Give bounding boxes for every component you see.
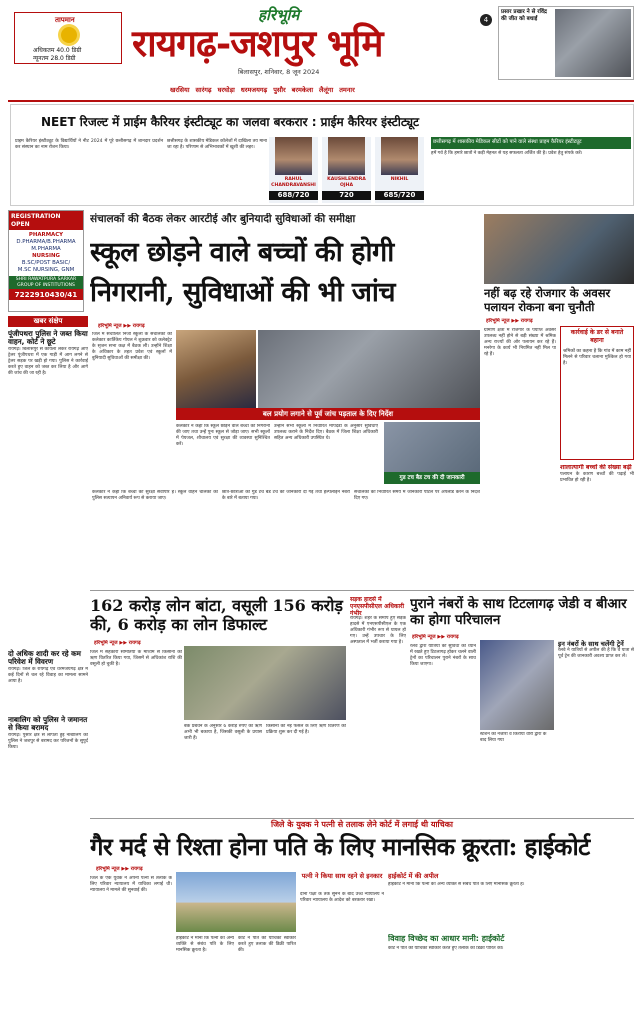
- school-lower-col-3: संचालकों को निर्धारित समय में जानकारी पोर्टल पर अपलोड करने के निर्देश दिए गए।: [354, 490, 480, 502]
- migration-headline: नहीं बढ़ रहे रोजगार के अवसर पलायन रोकना बना चुनौती: [484, 286, 611, 314]
- loan-byline: हरिभूमि न्यूज ▶▶ रायगढ़: [94, 640, 141, 646]
- neet-ad: [10, 104, 634, 206]
- loan-col-2: बैंक प्रबंधन के अनुसार 6 करोड़ रुपए का ऋण अभी भी बकाया है, जिसकी वसूली के प्रयास जारी हैं।: [184, 724, 262, 742]
- reg-line: M.PHARMA: [31, 246, 61, 252]
- school-photo-3: [384, 422, 480, 472]
- section-link-2[interactable]: घरघोड़ा: [217, 86, 235, 94]
- school-byline: हरिभूमि न्यूज ▶▶ रायगढ़: [98, 323, 145, 329]
- reg-title: REGISTRATION OPEN: [9, 211, 83, 230]
- reg-line: B.SC/POST BASIC/: [21, 260, 71, 266]
- migration-side2-body: पलायन के कारण बच्चों की पढ़ाई भी प्रभावित हो रही है।: [560, 471, 634, 483]
- court-photo: [176, 872, 296, 932]
- student-score: 685/720: [375, 191, 424, 200]
- dateline: बिलासपुर, शनिवार, 8 जून 2024: [238, 68, 320, 76]
- min-temp: न्यूनतम 28.0 डिग्री: [33, 55, 76, 62]
- page-number: 4: [480, 14, 492, 26]
- court-kicker: जिले के युवक ने पत्नी से तलाक लेने कोर्ट में लगाई थी याचिका: [271, 820, 453, 829]
- train-side-body: रेलवे ने यात्रियों से अपील की है कि वे यात्रा से पूर्व ट्रेन की जानकारी अवश्य प्राप्त कर लें।: [558, 648, 634, 660]
- student-photo: [381, 137, 418, 175]
- section-links-bar: [170, 86, 490, 96]
- road-body: रायगढ़। शहर के समीप हुए सड़क हादसे में एनएसपीसीएल के एक अधिकारी गंभीर रूप से घायल हो गए। उन्हें उपचार के लिए अस्पताल में भर्ती कराया गया है।: [350, 616, 406, 646]
- migration-side-body: श्रमिकों का कहना है कि गांव में काम नहीं मिलने से परिवार चलाना मुश्किल हो गया है।: [563, 348, 631, 366]
- reg-org: SHRI RAWATPURA SARKAR GROUP OF INSTITUTIONS: [9, 276, 83, 289]
- top-rule: [8, 100, 634, 102]
- migration-side2-title: शालात्यागी बच्चों की संख्या बढ़ी: [560, 464, 632, 471]
- school-lower-col-2: छात्र-छात्राओं को गुड टच बैड टच की जानकारी दी गई तथा हेल्पलाइन नंबरों के बारे में बताया गया।: [222, 490, 350, 502]
- migration-body: ग्रामीण क्षेत्रों में रोजगार के पर्याप्त अवसर उपलब्ध नहीं होने से बड़ी संख्या में श्रमिक अन्य राज्यों की ओर पलायन कर रहे हैं। मनरेगा के कार्य भी नियमित नहीं मिल पा रहे हैं।: [484, 328, 556, 358]
- section-link-0[interactable]: खरसिया: [170, 86, 190, 94]
- section-link-1[interactable]: सारंगढ़: [195, 86, 212, 94]
- school-col-1: जिले में संचालित निजी स्कूलों के संचालकों की कलेक्टर कार्तिकेय गोयल ने शुक्रवार को कलेक्ट्रेट के सृजन सभा कक्ष में बैठक ली। उन्होंने शिक्षा के अधिकार के तहत प्रवेश एवं स्कूलों में बुनियादी सुविधाओं की समीक्षा की।: [92, 332, 172, 362]
- court-sub2: हाईकोर्ट में की अपील: [388, 872, 439, 880]
- court-col-3: कोर्ट ने पति की याचिका स्वीकार करते हुए तलाक की डिक्री पारित की।: [238, 936, 296, 954]
- brand-tagline: हरिभूमि: [258, 6, 300, 24]
- neet-right-text: हमें गर्व है कि हमारे छात्रों ने कड़ी मेहनत से यह सफलता अर्जित की है। प्रवेश हेतु संपर्क करें।: [431, 151, 583, 156]
- section-link-5[interactable]: बरमकेला: [291, 86, 314, 94]
- train-headline: पुराने नंबरों के साथ टिटलागढ़ जेडी व बीआर का होगा परिचालन: [410, 596, 627, 628]
- school-photo-2: [258, 330, 480, 408]
- neet-right-banner: छत्तीसगढ़ में शासकीय मेडिकल सीटों को पाने वाले संस्था प्राइम कैरियर इंस्टीट्यूट: [431, 137, 631, 149]
- max-temp: अधिकतम 40.0 डिग्री: [33, 47, 82, 54]
- reg-line: NURSING: [32, 253, 60, 259]
- loan-photo: [184, 646, 346, 720]
- student-card: [269, 137, 318, 203]
- train-side: [558, 640, 634, 816]
- neet-mid-text: छत्तीसगढ़ के शासकीय मेडिकल कॉलेजों में दाखिला तय माना जा रहा है। परिणाम से अभिभावकों में खुशी की लहर।: [167, 139, 267, 151]
- weather-label: तापमान: [55, 16, 75, 24]
- court-headline: गैर मर्द से रिश्ता होना पति के लिए मानसिक क्रूरता: हाईकोर्ट: [90, 832, 590, 861]
- section-link-4[interactable]: पुसौर: [273, 86, 286, 94]
- short-news-column: [8, 316, 88, 816]
- school-col-3: उन्होंने सभी स्कूलों में निर्धारित मापदंडों के अनुसार सुविधाएं उपलब्ध कराने के निर्देश दिए। बैठक में जिला शिक्षा अधिकारी सहित अन्य अधिकारी उपस्थित थे।: [274, 424, 378, 442]
- registration-ad: [8, 210, 84, 312]
- train-byline: हरिभूमि न्यूज ▶▶ रायगढ़: [412, 634, 459, 640]
- sun-icon: [61, 27, 77, 43]
- short-news-body: रायगढ़। पुसौर क्षेत्र से लापता हुई नाबालिग को पुलिस ने जशपुर से बरामद कर परिजनों के सुपुर्द किया।: [8, 732, 88, 750]
- reg-phone: 7222910430/41: [9, 289, 83, 300]
- section-link-7[interactable]: तमनार: [339, 86, 355, 94]
- student-score: 720: [322, 191, 371, 200]
- teaser-text: प्रसार प्रखार ने से रविंद्र की जीत को बधाई: [501, 9, 547, 22]
- school-photo-caption: [176, 408, 480, 420]
- court-sub3: विवाह विच्छेद का आधार मानी: हाईकोर्ट: [388, 934, 505, 943]
- student-name: KAUSHLENDRA OJHA: [327, 177, 366, 188]
- court-sub-body-3: कोर्ट ने पति की याचिका स्वीकार करते हुए तलाक की डिक्री पारित की।: [388, 946, 504, 951]
- school-col-2: कलेक्टर ने कहा कि स्कूल छोड़ने वाले बच्चों की निगरानी की जाए तथा उन्हें पुनः स्कूल से जोड़ा जाए। सभी स्कूलों में पेयजल, शौचालय एवं सुरक्षा की व्यवस्था सुनिश्चित करें।: [176, 424, 270, 448]
- short-news-title: दो अधिक शादी कर रहे कम परिवेश में विवरण: [8, 648, 81, 667]
- student-photo: [275, 137, 312, 175]
- court-sub1: पत्नी ने किया साथ रहने से इनकार: [301, 872, 383, 880]
- migration-side-title: कार्रवाई के डर से बनाते बहाना: [570, 329, 624, 344]
- school-headline-1: स्कूल छोड़ने वाले बच्चों की होगी: [90, 237, 394, 268]
- migration-photo: [484, 214, 634, 284]
- weather-box: [14, 12, 122, 64]
- short-news-title: नाबालिग को पुलिस ने जमानत से किया बरामद: [8, 714, 88, 733]
- court-col-2: हाईकोर्ट ने माना कि पत्नी का अन्य व्यक्ति से संबंध पति के लिए मानसिक क्रूरता है।: [176, 936, 234, 954]
- school-photo-caption-text: बल प्रयोग लगाने से पूर्व जांच पड़ताल के दिए निर्देश: [262, 410, 394, 418]
- section-link-6[interactable]: लैलूंगा: [319, 86, 334, 94]
- short-news-title: पूंजीपथरा पुलिस ने जब्त किया वाहन, कोर्ट ने छूटे: [8, 328, 88, 347]
- right-teaser: [498, 6, 634, 80]
- loan-col-3: किसानों को नई फसल के लिए ऋण वितरण की प्रक्रिया शुरू कर दी गई है।: [266, 724, 346, 736]
- loan-col-1: जिले में सहकारी समितियों के माध्यम से किसानों को ऋण वितरित किया गया, जिसमें से अधिकांश राशि की वसूली हो चुकी है।: [90, 650, 182, 668]
- school-kicker: संचालकों की बैठक लेकर आरटीई और बुनियादी सुविधाओं की समीक्षा: [90, 213, 356, 225]
- school-headline-2: निगरानी, सुविधाओं की भी जांच: [90, 277, 396, 308]
- loan-headline: 162 करोड़ लोन बांटा, वसूली 156 करोड़ की, 6 करोड़ का लोन डिफाल्ट: [90, 596, 343, 634]
- court-col-1: जिले के एक युवक ने अपनी पत्नी से तलाक के लिए परिवार न्यायालय में याचिका लगाई थी। न्यायालय ने मामले की सुनवाई की।: [90, 876, 172, 894]
- student-card: [322, 137, 371, 203]
- short-news-body: रायगढ़। जिले के रायगढ़ एवं धरमजयगढ़ क्षेत्र में कई दिनों से चल रहे विवाह का मामला सामने आया है।: [8, 666, 88, 684]
- short-news-heading: खबर संक्षेप: [8, 316, 88, 327]
- school-photo-3-caption: [384, 472, 480, 484]
- student-name: NIKHIL: [390, 177, 409, 182]
- reg-line: PHARMACY: [28, 232, 64, 238]
- section-link-3[interactable]: धरमजयगढ़: [240, 86, 268, 94]
- school-lower-col-1: कलेक्टर ने कहा कि बच्चों की सुरक्षा सर्वोपरि है। स्कूल वाहन चालकों का पुलिस सत्यापन अनिवार्य रूप से कराया जाए।: [92, 490, 218, 502]
- school-photo-1: [176, 330, 256, 408]
- court-byline: हरिभूमि न्यूज ▶▶ रायगढ़: [96, 866, 143, 872]
- migration-side-box: [560, 326, 634, 460]
- reg-line: D.PHARMA/B.PHARMA: [16, 239, 76, 245]
- student-name: RAHUL CHANDRAVANSHI: [271, 177, 316, 188]
- teaser-photo: [555, 9, 631, 77]
- migration-byline: हरिभूमि न्यूज ▶▶ रायगढ़: [486, 318, 533, 324]
- court-sub-body-2: हाईकोर्ट ने माना कि पत्नी का अन्य व्यक्ति से संबंध पति के लिए मानसिक क्रूरता है।: [388, 882, 525, 887]
- neet-headline: NEET रिजल्ट में प्राईम कैरियर इंस्टीट्यूट का जलवा बरकरार : प्राईम कैरियर इंस्टीट्यूट: [41, 115, 420, 129]
- migration-side2: [560, 464, 634, 584]
- reg-line: M.SC NURSING, GNM: [17, 267, 75, 273]
- neet-left-text: प्राइम कैरियर इंस्टीट्यूट के विद्यार्थियों ने नीट 2024 में पूरे छत्तीसगढ़ में शानदार प्रदर्शन कर संस्थान का नाम रोशन किया।: [15, 139, 163, 151]
- train-body: रेलवे द्वारा यात्रियों की सुविधा को ध्यान में रखते हुए टिटलागढ़ होकर चलने वाली ट्रेनों का परिचालन पुराने नंबरों के साथ किया जाएगा।: [410, 644, 476, 668]
- short-news-body: रायगढ़। बिलासपुर से कोयला लेकर रायगढ़ आए ट्रेलर पूंजीपथरा में एक गाड़ी में आग लगने से ट्रेलर सड़क पर खड़ी हो गया। पुलिस ने कार्रवाई करते हुए वाहन को जब्त कर लिया है और आगे की जांच की जा रही है।: [8, 346, 88, 377]
- court-kicker-bar: [90, 818, 634, 830]
- student-card: [375, 137, 424, 203]
- train-photo: [480, 640, 554, 730]
- student-photo: [328, 137, 365, 175]
- mid-rule: [90, 590, 634, 591]
- student-score: 688/720: [269, 191, 318, 200]
- train-photo-caption: स्टेशन का नजारा व किराया वीरों द्वारा के बाद लिया गया: [480, 732, 547, 743]
- paper-title: रायगढ़-जशपुर भूमि: [132, 21, 383, 65]
- masthead: [128, 6, 478, 81]
- school-photo-3-caption-text: गुड टच बैड टच की दी जानकारी: [399, 475, 465, 481]
- neet-students: [269, 137, 425, 203]
- court-sub-body-1: दोनों पक्षों के तर्क सुनने के बाद उच्च न्यायालय ने परिवार न्यायालय के आदेश को बरकरार रखा।: [300, 892, 384, 904]
- train-side-title: इन नंबरों के साथ चलेंगी ट्रेनें: [558, 640, 624, 648]
- road-kicker: सड़क हादसे में एनएसपीसीएल अधिकारी गंभीर: [350, 596, 405, 617]
